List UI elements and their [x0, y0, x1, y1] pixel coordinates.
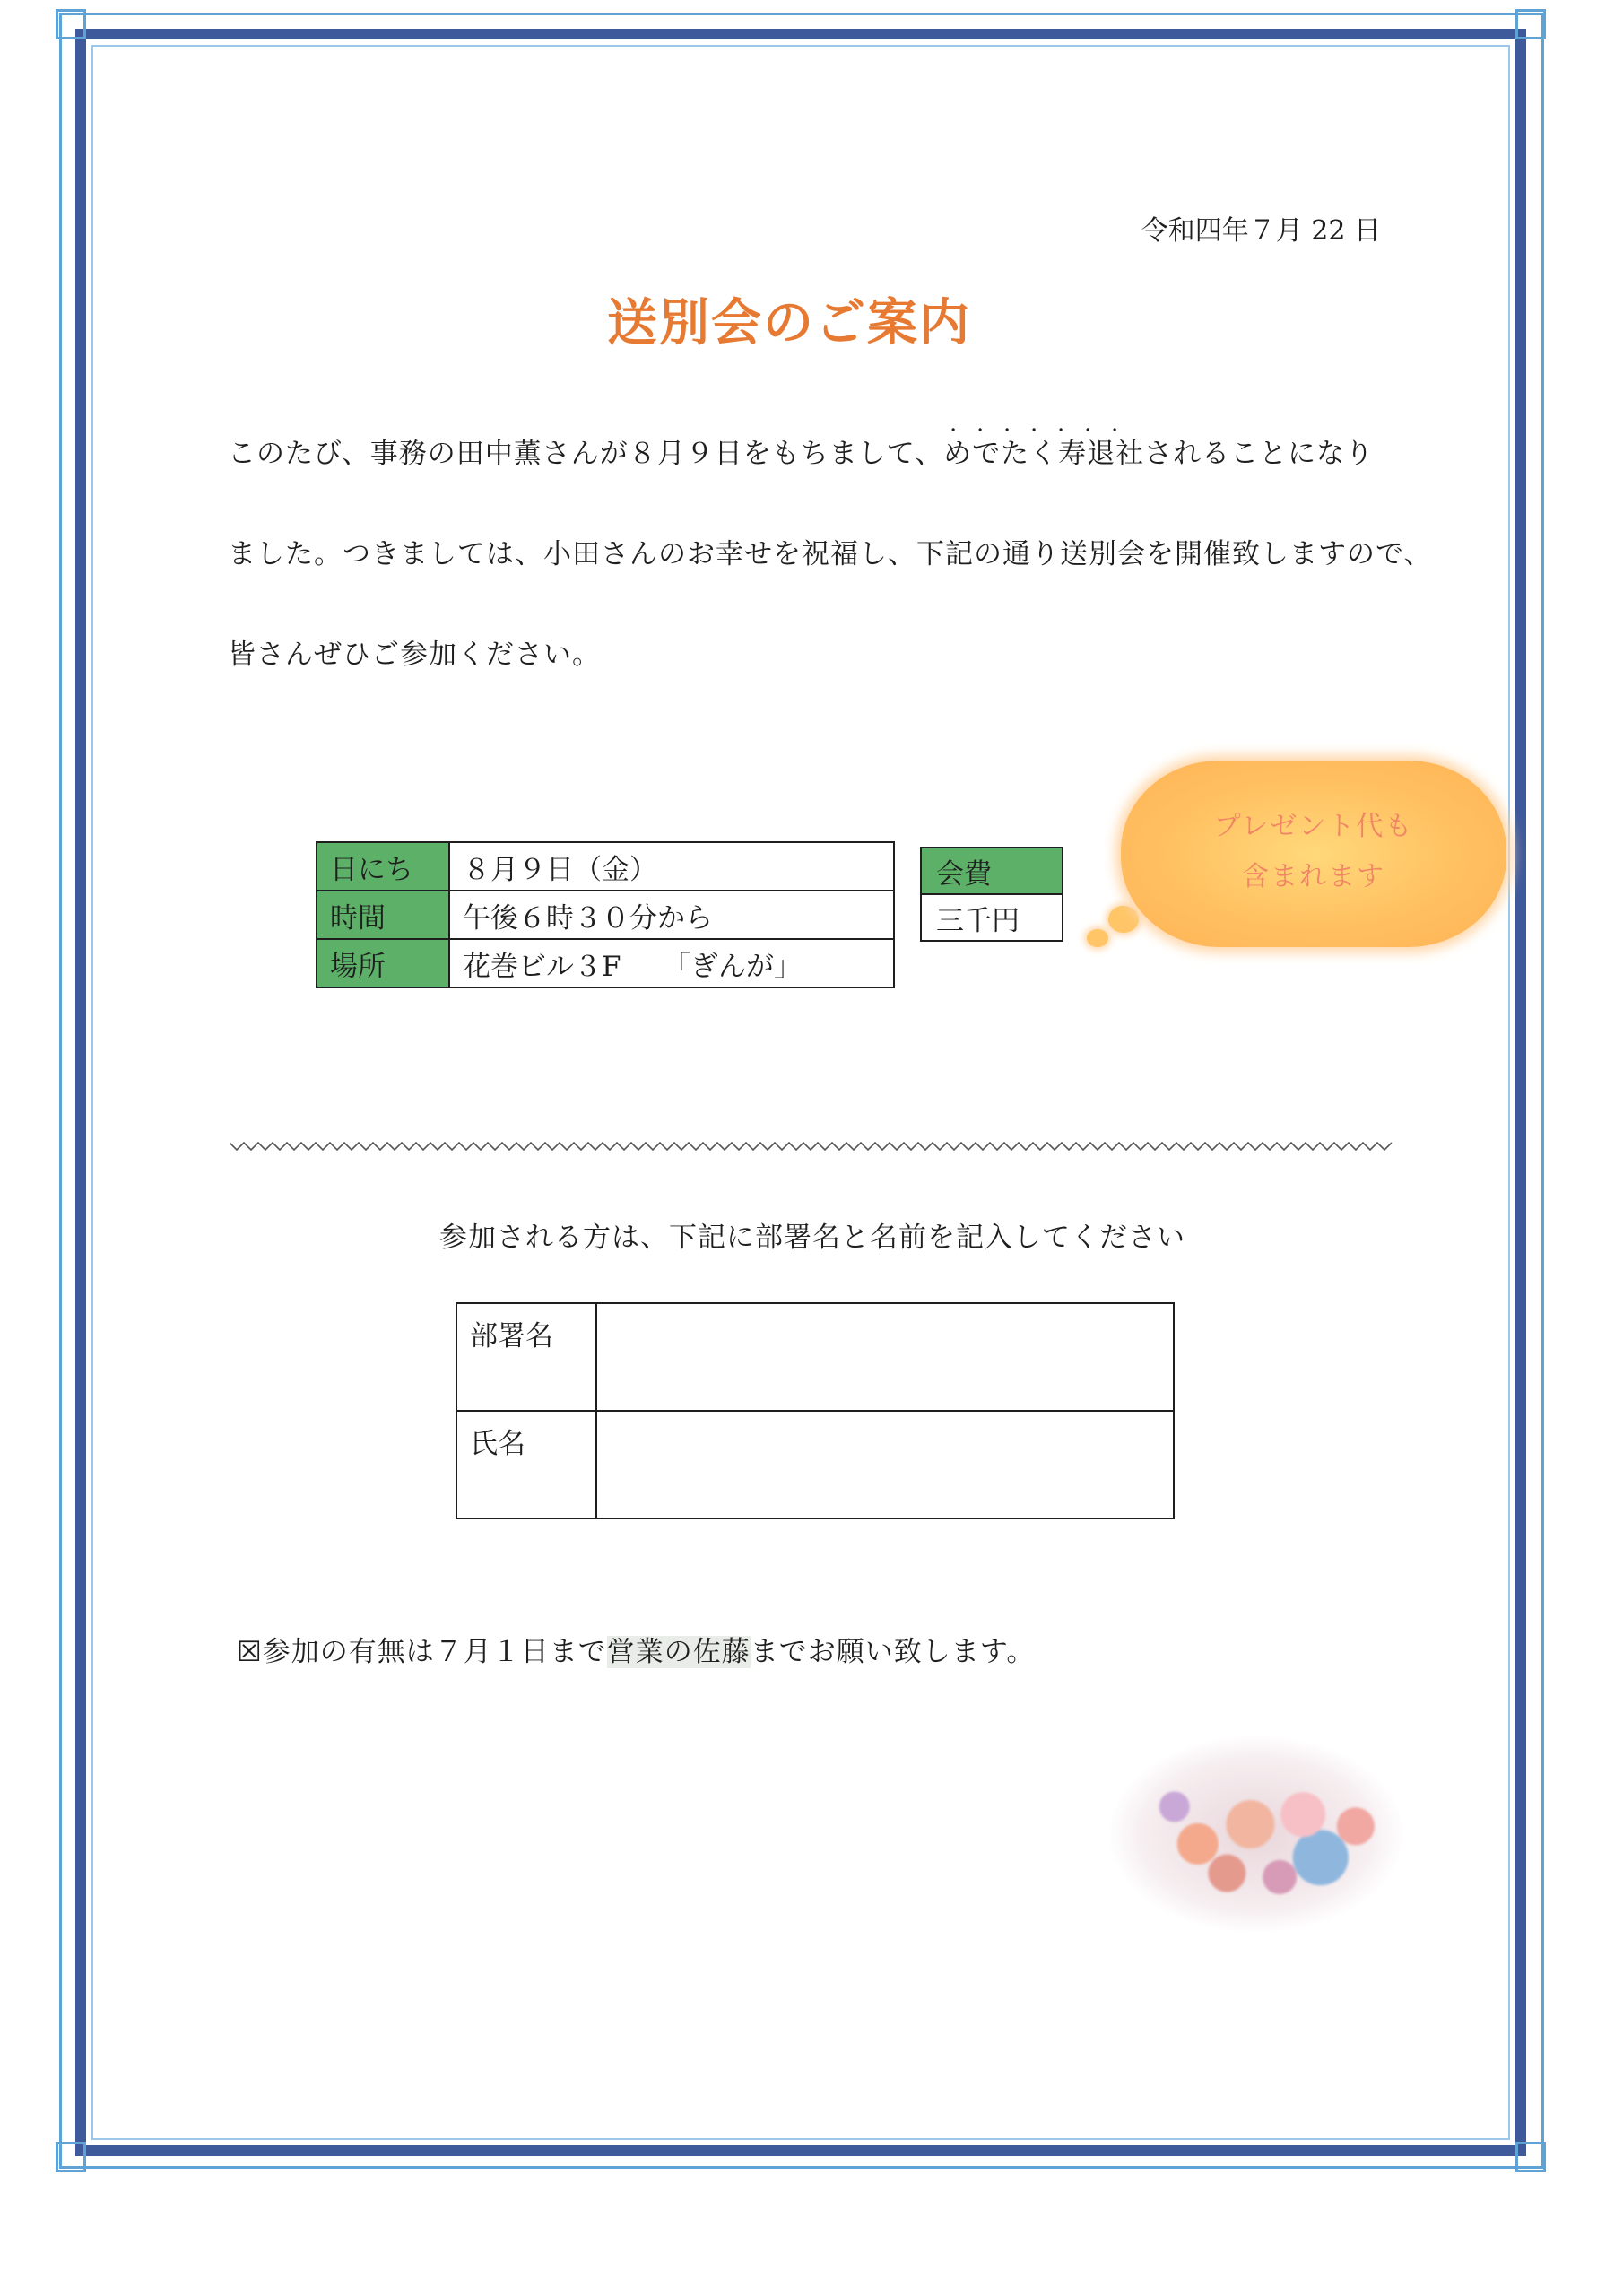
table-row — [456, 1411, 1174, 1518]
frame-corner-ornament — [1515, 2142, 1546, 2172]
fee-table — [920, 847, 1063, 942]
name-field[interactable] — [596, 1411, 1174, 1518]
table-label-time: 時間 — [317, 891, 449, 939]
frame-corner-ornament — [56, 9, 86, 39]
frame-corner-ornament — [1515, 9, 1546, 39]
table-value-time: 午後６時３０分から — [449, 891, 894, 939]
table-value-place: 花巻ビル３F 「ぎんが」 — [449, 939, 894, 987]
table-row — [456, 1303, 1174, 1411]
table-row — [317, 891, 894, 939]
note-highlight: 営業の佐藤 — [606, 1636, 751, 1668]
department-field[interactable] — [596, 1303, 1174, 1411]
paragraph-text: されることになり — [1144, 438, 1375, 470]
table-row — [317, 939, 894, 987]
body-paragraph-line-1 — [228, 430, 1411, 471]
wavy-divider — [230, 1139, 1397, 1153]
rsvp-note — [237, 1629, 1313, 1669]
note-prefix: ☒参加の有無は７月１日まで — [237, 1636, 607, 1668]
thought-bubble-puff — [1108, 906, 1139, 933]
signup-form-table — [456, 1302, 1175, 1519]
thought-bubble-puff — [1087, 929, 1108, 947]
fee-label: 会費 — [921, 848, 1063, 894]
table-row — [921, 848, 1063, 894]
instruction-text: 参加される方は、下記に部署名と名前を記入してください — [439, 1222, 1185, 1254]
name-label: 氏名 — [456, 1411, 596, 1518]
event-info-table — [316, 841, 895, 988]
document-date: 令和四年７月 22 日 — [1141, 215, 1381, 247]
body-paragraph-line-3: 皆さんぜひご参加ください。 — [228, 639, 601, 671]
department-label: 部署名 — [456, 1303, 596, 1411]
table-row — [921, 894, 1063, 941]
body-paragraph-line-2: ました。つきましては、小田さんのお幸せを祝福し、下記の通り送別会を開催致しますので、 — [228, 538, 1433, 570]
table-value-date: ８月９日（金） — [449, 842, 894, 891]
table-label-place: 場所 — [317, 939, 449, 987]
thought-bubble-text — [1143, 802, 1484, 902]
frame-corner-ornament — [56, 2142, 86, 2172]
note-suffix: までお願い致します。 — [750, 1636, 1036, 1668]
bubble-line-2: 含まれます — [1242, 861, 1385, 892]
paragraph-text: このたび、事務の田中薫さんが８月９日をもちまして、 — [228, 438, 944, 470]
page-title: 送別会のご案内 — [607, 294, 971, 352]
emphasized-text: ・・・・・・・ めでたく寿退社 — [943, 438, 1144, 470]
fee-value: 三千円 — [921, 894, 1063, 941]
bubble-line-1: プレゼント代も — [1213, 811, 1414, 842]
flower-bouquet-image — [1110, 1736, 1402, 1932]
table-row — [317, 842, 894, 891]
table-label-date: 日にち — [317, 842, 449, 891]
